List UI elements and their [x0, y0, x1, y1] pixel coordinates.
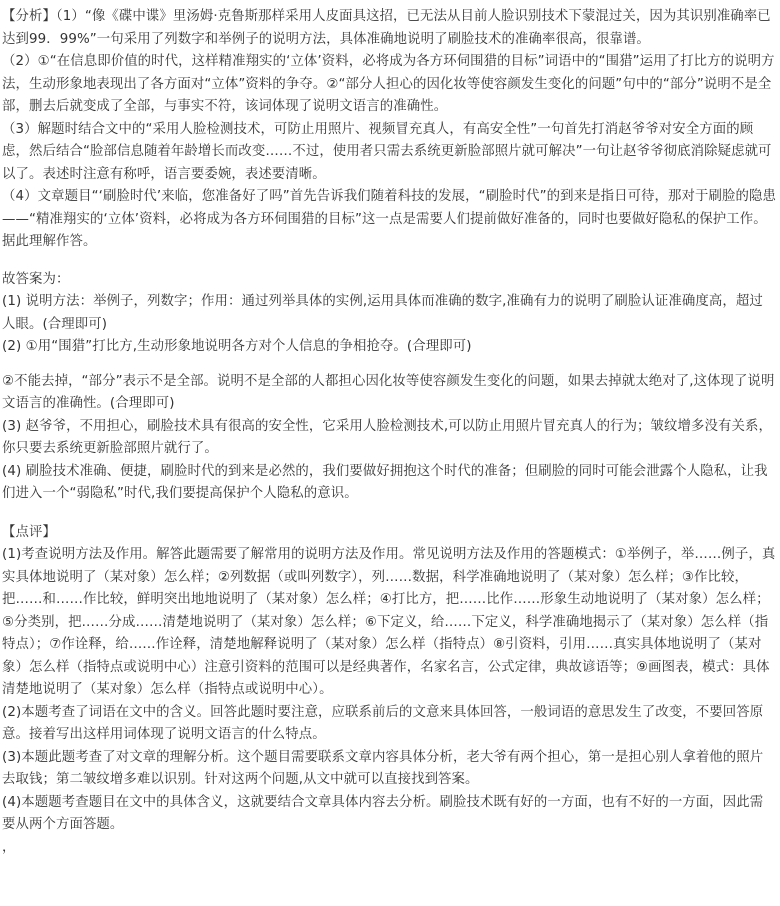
answer-2: (2) ①用“围猎”打比方,生动形象地说明各方对个人信息的争相抢夺。(合理即可): [2, 339, 472, 354]
answer-1: (1) 说明方法：举例子，列数字；作用：通过列举具体的实例,运用具体而准确的数字,准确有力的说明了刷脸认证准确度高，超过人眼。(合理即可): [2, 294, 763, 332]
analysis-section: [2, 6, 776, 254]
analysis-paragraph-4: （4）文章题目“‘刷脸时代’来临，您准备好了吗”首先告诉我们随着科技的发展，“刷脸时代”的到来是指日可待，那对于刷脸的隐患——“精准翔实的‘立体’资料，必将成为各方环伺围猎的目标”这一点是需要人们提前做好准备的，同时也要做好隐私的保护工作。据此理解作答。: [2, 189, 776, 249]
analysis-paragraph-1: 【分析】（1）“像《碟中谍》里汤姆·克鲁斯那样采用人皮面具这招，已无法从目前人脸识别技术下蒙混过关，因为其识别准确率已达到99．99%”一句采用了列数字和举例子的说明方法，具体准确地说明了刷脸技术的准确率很高，很靠谱。: [2, 9, 771, 47]
spacer: [2, 506, 776, 522]
analysis-paragraph-3: （3）解题时结合文中的“采用人脸检测技术，可防止用照片、视频冒充真人，有高安全性”一句首先打消赵爷爷对安全方面的顾虑，然后结合“脸部信息随着年龄增长而改变……不过，使用者只需去系统更新脸部照片就可解决”一句让赵爷爷彻底消除疑虑就可以了。表述时注意有称呼，语言要委婉，表述要清晰。: [2, 121, 772, 182]
comment-1: (1)考查说明方法及作用。解答此题需要了解常用的说明方法及作用。常见说明方法及作用的答题模式：①举例子，举……例子，真实具体地说明了（某对象）怎么样；②列数据（或叫列数字），列……数据，科学准确地说明了（某对象）怎么样；③作比较，把……和……作比较，鲜明突出地地说明了（某对象）怎么样；④打比方，把……比作……形象生动地说明了（某对象）怎么样；⑤分类别，把……分成……清楚地说明了（某对象）怎么样；⑥下定义，给……下定义，科学准确地揭示了（某对象）怎么样（指特点）；⑦作诠释，给……作诠释，清楚地解释说明了（某对象）怎么样（指特点）⑧引资料，引用……真实具体地说明了（某对象）怎么样（指特点或说明中心）注意引资料的范围可以是经典著作，名家名言，公式定律，典故谚语等；⑨画图表，模式：具体清楚地说明了（某对象）怎么样（指特点或说明中心）。: [2, 547, 776, 697]
comment-3: (3)本题此题考查了对文章的理解分析。这个题目需要联系文章内容具体分析，老大爷有两个担心，第一是担心别人拿着他的照片去取钱；第二皱纹增多难以识别。针对这两个问题,从文中就可以直接找到答案。: [2, 749, 764, 787]
answer-section: [2, 269, 776, 506]
comment-section: [2, 522, 776, 860]
trailing-mark: ，: [2, 839, 16, 855]
answer-heading: 故答案为：: [2, 271, 70, 287]
answer-4: (4) 刷脸技术准确、便捷，刷脸时代的到来是必然的，我们要做好拥抱这个时代的准备；但刷脸的同时可能会泄露个人隐私，让我们进入一个“弱隐私”时代,我们要提高保护个人隐私的意识。: [2, 463, 768, 501]
comment-heading: 【点评】: [2, 524, 56, 540]
comment-4: (4)本题题考查题目在文中的具体含义，这就要结合文章具体内容去分析。刷脸技术既有好的一方面，也有不好的一方面，因此需要从两个方面答题。: [2, 794, 764, 832]
spacer: [2, 254, 776, 269]
comment-2: (2)本题考查了词语在文中的含义。回答此题时要注意，应联系前后的文意来具体回答，一般词语的意思发生了改变，不要回答原意。接着写出这样用词体现了说明文语言的什么特点。: [2, 704, 764, 742]
answer-2b: ②不能去掉，“部分”表示不是全部。说明不是全部的人都担心因化妆等使容颜发生变化的问题，如果去掉就太绝对了,这体现了说明文语言的准确性。(合理即可): [2, 373, 775, 411]
answer-3: (3) 赵爷爷，不用担心，刷脸技术具有很高的安全性，它采用人脸检测技术,可以防止用照片冒充真人的行为；皱纹增多没有关系，你只要去系统更新脸部照片就行了。: [2, 418, 772, 456]
content: [2, 6, 776, 859]
spacer: [2, 359, 776, 371]
analysis-paragraph-2: （2）①“在信息即价值的时代，这样精准翔实的‘立体’资料，必将成为各方环伺围猎的目标”词语中的“围猎”运用了打比方的说明方法，生动形象地表现出了各方面对“立体”资料的争夺。②“部分人担心的因化妆等使容颜发生变化的问题”句中的“部分”说明不是全部，删去后就变成了全部，与事实不符，该词体现了说明文语言的准确性。: [2, 54, 775, 114]
